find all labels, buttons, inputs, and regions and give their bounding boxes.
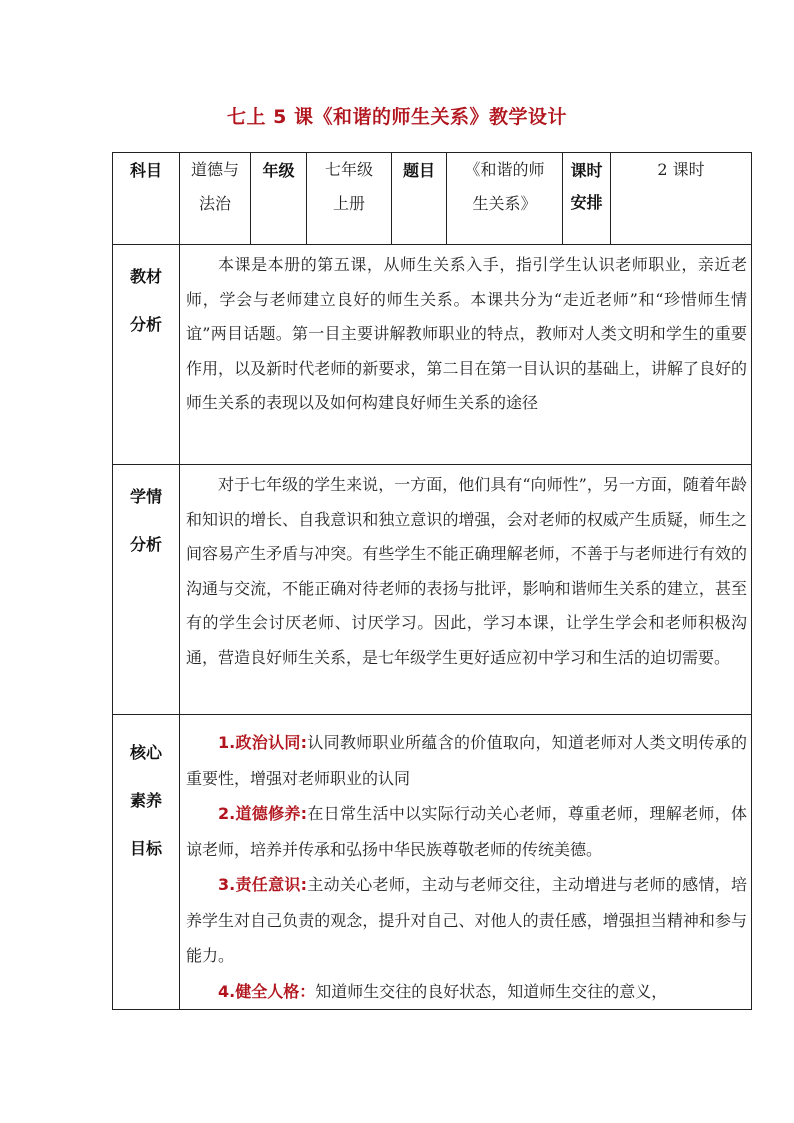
learner-analysis-row (113, 465, 752, 715)
goal-item: 2.道德修养:在日常生活中以实际行动关心老师，尊重老师，理解老师，体谅老师，培养并传承和弘扬中华民族尊敬老师的传统美德。 (186, 804, 747, 859)
core-literacy-goals (180, 715, 752, 1010)
goal-item: 4.健全人格：知道师生交往的良好状态，知道师生交往的意义， (218, 981, 668, 1001)
core-literacy-label: 核心 素养 目标 (113, 715, 180, 1010)
learner-analysis-text: 对于七年级的学生来说，一方面，他们具有“向师性”，另一方面，随着年龄和知识的增长、自我意识和独立意识的增强，会对老师的权威产生质疑，师生之间容易产生矛盾与冲突。有些学生不能正确理解老师，不善于与老师进行有效的沟通与交流，不能正确对待老师的表扬与批评，影响和谐师生关系的建立，甚至有的学生会讨厌老师、讨厌学习。因此，学习本课，让学生学会和老师积极沟通，营造良好师生关系，是七年级学生更好适应初中学习和生活的迫切需要。 (180, 465, 752, 715)
document-title: 七上 5 课《和谐的师生关系》教学设计 (227, 106, 567, 128)
grade-label: 年级 (251, 153, 307, 245)
textbook-analysis-row (113, 245, 752, 465)
learner-analysis-label: 学情 分析 (113, 465, 180, 715)
topic-label: 题目 (392, 153, 447, 245)
topic-value: 《和谐的师 生关系》 (447, 153, 563, 245)
textbook-analysis-label: 教材 分析 (113, 245, 180, 465)
textbook-analysis-text: 本课是本册的第五课，从师生关系入手，指引学生认识老师职业，亲近老师，学会与老师建立良好的师生关系。本课共分为“走近老师”和“珍惜师生情谊”两目话题。第一目主要讲解教师职业的特点，教师对人类文明和学生的重要作用，以及新时代老师的新要求，第二目在第一目认识的基础上，讲解了良好的师生关系的表现以及如何构建良好师生关系的途径 (180, 245, 752, 465)
goal-item: 3.责任意识:主动关心老师，主动与老师交往，主动增进与老师的感情，培养学生对自己负责的观念，提升对自己、对他人的责任感，增强担当精神和参与能力。 (186, 875, 747, 965)
subject-label: 科目 (113, 153, 180, 245)
lesson-plan-table (112, 152, 752, 1010)
goal-item: 1.政治认同:认同教师职业所蕴含的价值取向，知道老师对人类文明传承的重要性，增强对老师职业的认同 (186, 733, 747, 788)
schedule-label: 课时 安排 (563, 153, 611, 245)
schedule-value: 2 课时 (611, 153, 752, 245)
header-row (113, 153, 752, 245)
grade-value: 七年级 上册 (307, 153, 392, 245)
core-literacy-row (113, 715, 752, 1010)
subject-value: 道德与 法治 (180, 153, 251, 245)
